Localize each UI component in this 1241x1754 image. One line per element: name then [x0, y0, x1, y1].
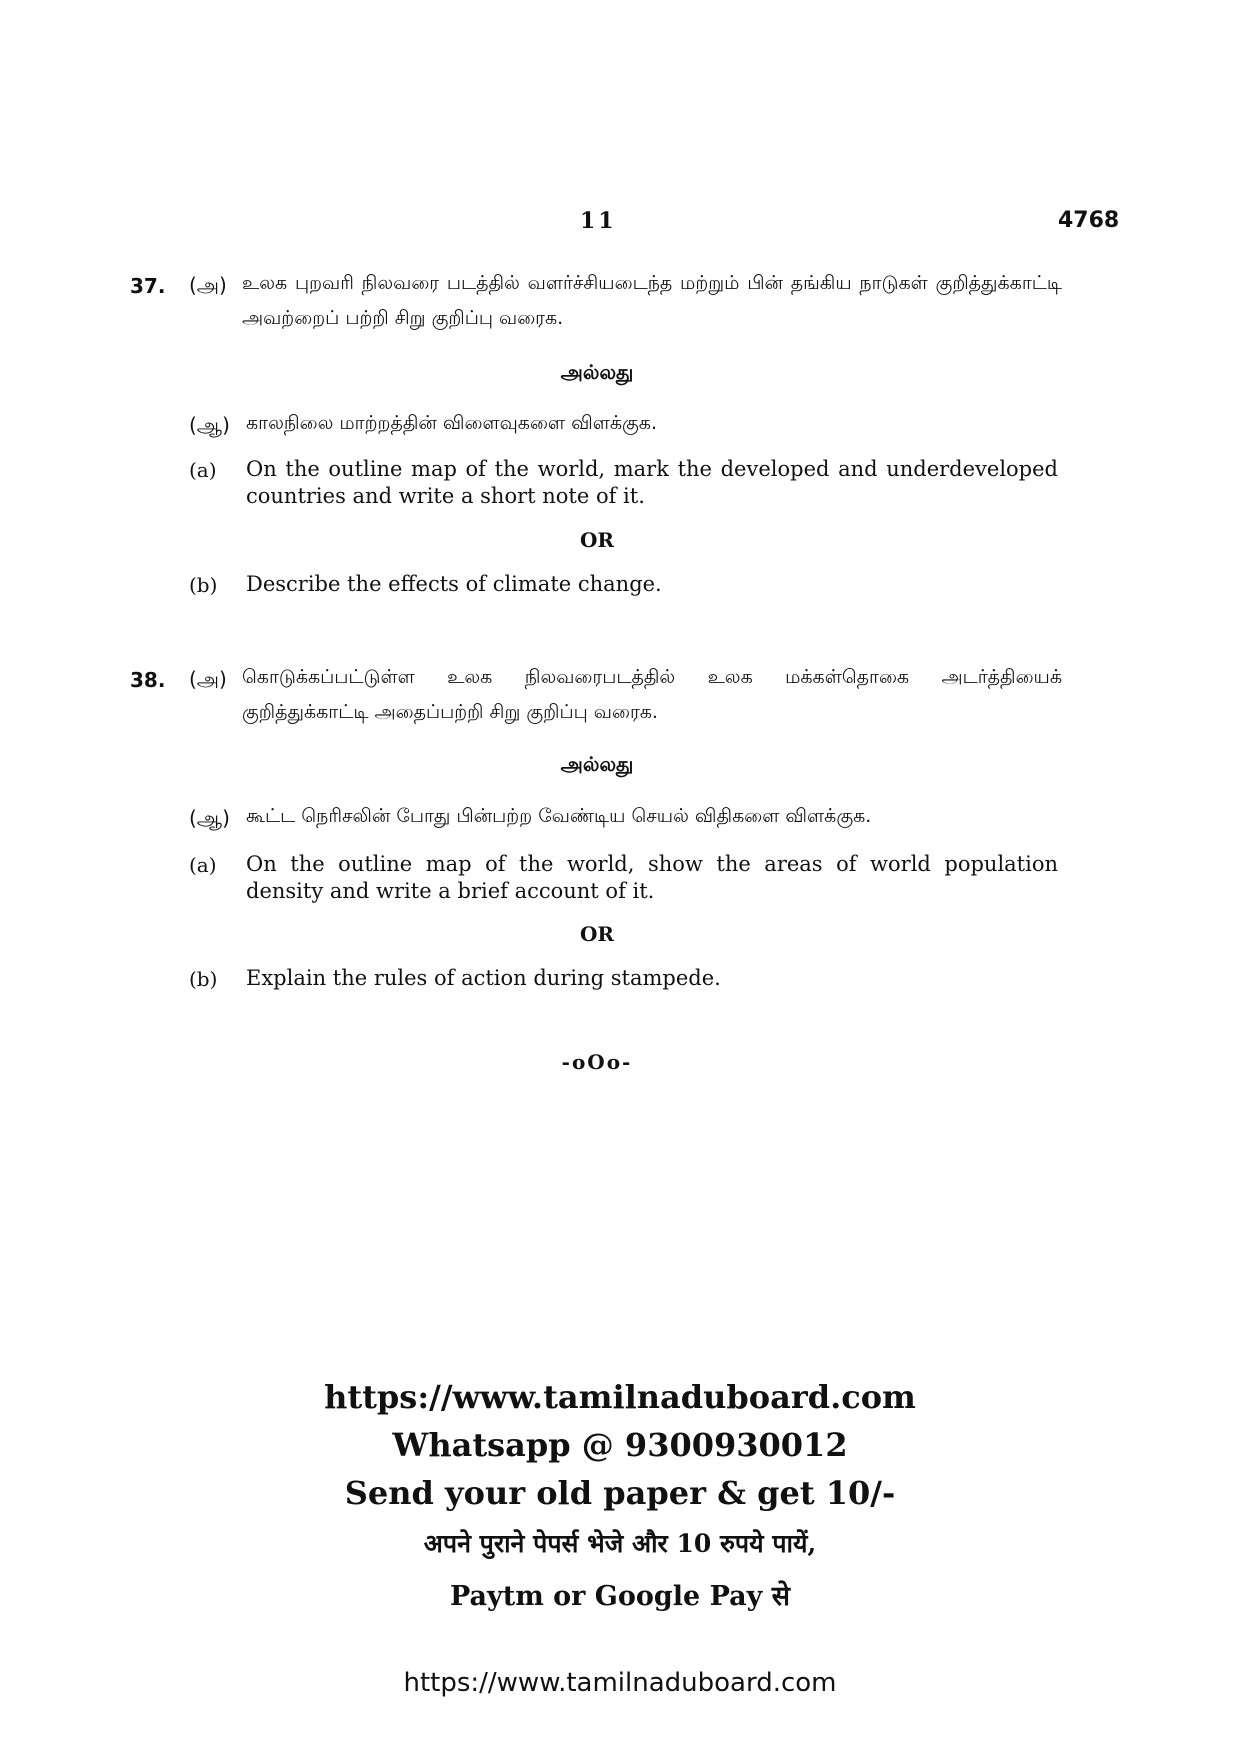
tamil-option-a-label: (அ) [189, 273, 227, 297]
question-number: 37. [130, 274, 166, 298]
tamil-option-a-label: (அ) [189, 667, 227, 691]
tamil-or: அல்லது [560, 752, 634, 776]
footer-url[interactable]: https://www.tamilnaduboard.com [403, 1668, 837, 1698]
tamil-option-b-text: கூட்ட நெரிசலின் போது பின்பற்ற வேண்டிய செயல் விதிகளை விளக்குக. [246, 805, 872, 827]
end-of-paper-mark: -oOo- [561, 1050, 633, 1074]
english-option-b-label: (b) [189, 967, 218, 991]
promo-send-paper: Send your old paper & get 10/- [344, 1474, 896, 1512]
english-or: OR [579, 922, 615, 946]
question-number: 38. [130, 668, 166, 692]
page-number: 11 [580, 208, 617, 234]
english-option-b-label: (b) [189, 573, 218, 597]
promo-whatsapp: Whatsapp @ 9300930012 [392, 1426, 848, 1464]
english-option-a-text: On the outline map of the world, show the areas of world population density and write a brief account of it. [246, 852, 1058, 903]
promo-payment: Paytm or Google Pay से [449, 1581, 791, 1612]
english-option-b-text: Explain the rules of action during stampede. [246, 966, 721, 990]
tamil-option-b-text: காலநிலை மாற்றத்தின் விளைவுகளை விளக்குக. [246, 412, 657, 434]
tamil-option-a-text: கொடுக்கப்பட்டுள்ள உலக நிலவரைபடத்தில் உலக மக்கள்தொகை அடர்த்தியைக் குறித்துக்காட்டி அதைப்பற்றி சிறு குறிப்பு வரைக. [242, 666, 1062, 723]
promo-url[interactable]: https://www.tamilnaduboard.com [324, 1378, 916, 1416]
tamil-option-b-label: (ஆ) [189, 413, 230, 437]
english-option-a-text: On the outline map of the world, mark the developed and underdeveloped countries and write a short note of it. [246, 457, 1058, 508]
promo-hindi-text: अपने पुराने पेपर्स भेजे और 10 रुपये पायें, [423, 1529, 817, 1558]
tamil-option-a-text: உலக புறவரி நிலவரை படத்தில் வளர்ச்சியடைந்த மற்றும் பின் தங்கிய நாடுகள் குறித்துக்காட்டி அவற்றைப் பற்றி சிறு குறிப்பு வரைக. [242, 272, 1062, 329]
english-option-a-label: (a) [189, 853, 217, 877]
paper-code: 4768 [1058, 208, 1120, 233]
english-option-b-text: Describe the effects of climate change. [246, 572, 662, 596]
tamil-or: அல்லது [560, 360, 634, 384]
tamil-option-b-label: (ஆ) [189, 806, 230, 830]
english-or: OR [579, 528, 615, 552]
english-option-a-label: (a) [189, 458, 217, 482]
